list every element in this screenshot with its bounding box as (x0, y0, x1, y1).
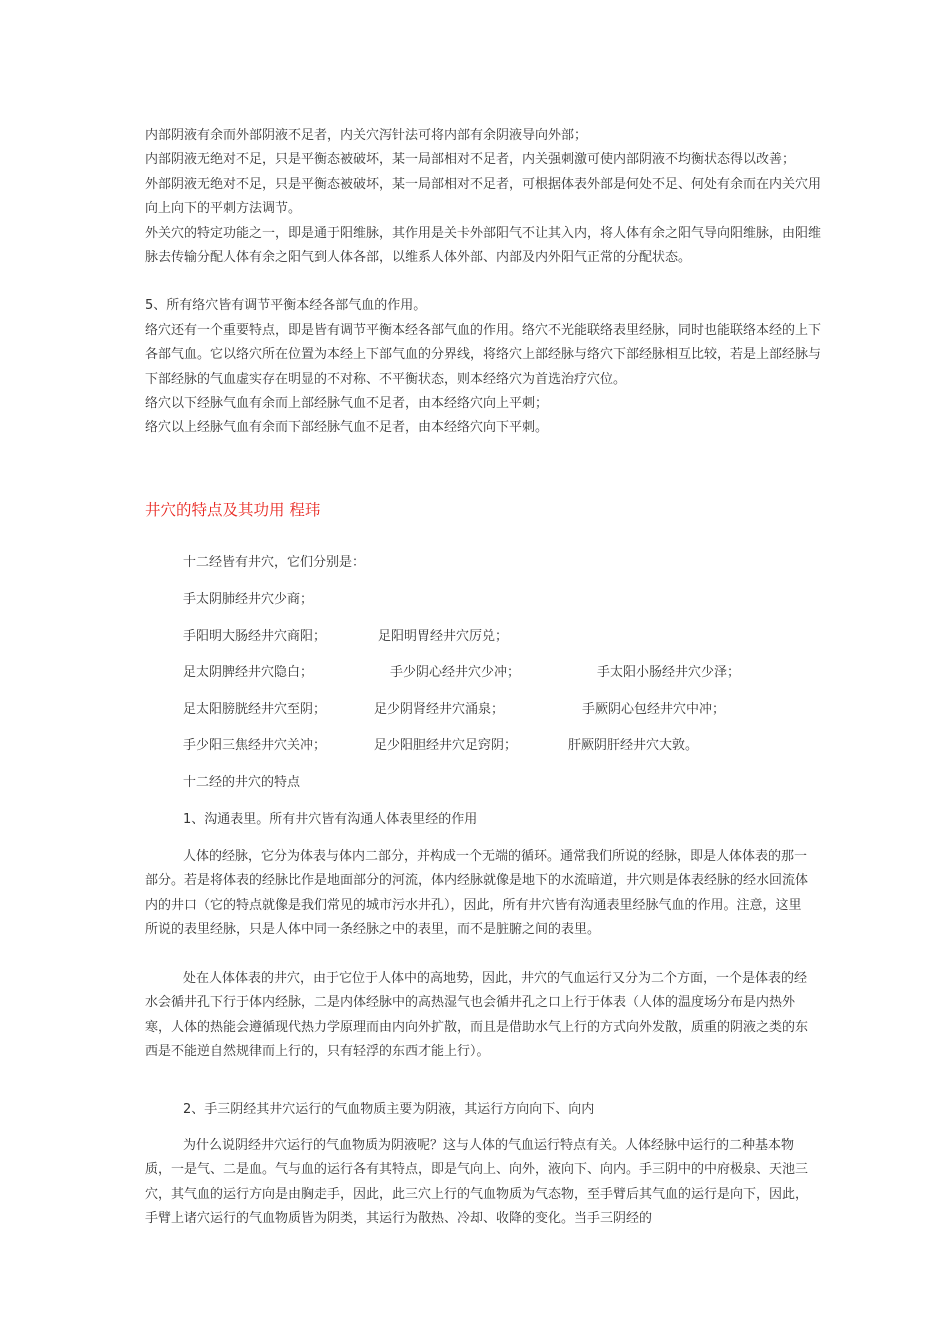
paragraph: 络穴以上经脉气血有余而下部经脉气血不足者，由本经络穴向下平刺。 (145, 420, 549, 436)
paragraph-gap (145, 270, 825, 294)
well-point-item: 足少阳胆经井穴足窍阴； (374, 738, 518, 753)
paragraph-text: 人体的经脉，它分为体表与体内二部分，并构成一个无端的循环。通常我们所说的经脉，即是人体体表的那一部分。若是将体表的经脉比作是地面部分的河流，体内经脉就像是地下的水流暗道，井穴则是体表经脉的经水回流体内的井口（它的特点就像是我们常见的城市污水井孔），因此，所有井穴皆有沟通表里经脉气血的作用。注意，这里所说的表里经脉，只是人体中同一条经脉之中的表里，而不是脏腑之间的表里。 (145, 849, 809, 938)
subheading-2: 2、手三阴经其井穴运行的气血物质主要为阴液，其运行方向向下、向内 (183, 1102, 595, 1117)
well-point-item: 足太阴脾经井穴隐白； (183, 665, 314, 680)
luo-point-section (145, 124, 825, 441)
body-paragraph-3 (145, 1134, 811, 1232)
paragraph: 络穴以下经脉气血有余而上部经脉气血不足者，由本经络穴向上平刺； (145, 396, 549, 412)
well-point-item: 足少阴肾经井穴涌泉； (374, 702, 505, 717)
well-point-item: 肝厥阴肝经井穴大敦。 (568, 738, 699, 753)
well-point-item: 手少阴心经井穴少冲； (390, 665, 521, 680)
paragraph: 内部阴液无绝对不足，只是平衡态被破坏，某一局部相对不足者，内关强刺激可使内部阴液不均衡状态得以改善； (145, 152, 796, 168)
paragraph: 内部阴液有余而外部阴液不足者，内关穴泻针法可将内部有余阴液导向外部； (145, 128, 588, 143)
paragraph-text: 处在人体体表的井穴，由于它位于人体中的高地势，因此，井穴的气血运行又分为二个方面，一个是体表的经水会循井孔下行于体内经脉，二是内体经脉中的高热湿气也会循井孔之口上行于体表（人体的温度场分布是内热外寒，人体的热能会遵循现代热力学原理而由内向外扩散，而且是借助水气上行的方式向外发散，质重的阴液之类的东西是不能逆自然规律而上行的，只有轻浮的东西才能上行）。 (145, 971, 809, 1060)
paragraph: 外关穴的特定功能之一，即是通于阳维脉，其作用是关卡外部阳气不让其入内，将人体有余之阳气导向阳维脉，由阳维脉去传输分配人体有余之阳气到人体各部，以维系人体外部、内部及内外阳气正常的分配状态。 (145, 225, 822, 266)
well-point-item: 足阳明胃经井穴厉兑； (378, 629, 509, 644)
well-point-item: 手阳明大肠经井穴商阳； (183, 629, 327, 644)
article-title: 井穴的特点及其功用 程玮 (145, 501, 321, 519)
well-point-item: 手厥阴心包经井穴中冲； (582, 702, 726, 717)
paragraph-text: 为什么说阴经井穴运行的气血物质为阴液呢？这与人体的气血运行特点有关。人体经脉中运行的二种基本物质，一是气、二是血。气与血的运行各有其特点，即是气向上、向外，液向下、向内。手三阴中的中府极泉、天池三穴，其气血的运行方向是由胸走手，因此，此三穴上行的气血物质为气态物，至手臂后其气血的运行是向下，因此，手臂上诸穴运行的气血物质皆为阴类，其运行为散热、冷却、收降的变化。当手三阴经的 (145, 1138, 809, 1227)
subheading-1: 1、沟通表里。所有井穴皆有沟通人体表里经的作用 (183, 812, 478, 827)
body-paragraph-2 (145, 967, 811, 1065)
well-point-item: 手少阳三焦经井穴关冲； (183, 738, 327, 753)
section-heading: 5、所有络穴皆有调节平衡本经各部气血的作用。 (145, 298, 427, 314)
body-paragraph-1 (145, 845, 811, 943)
well-point-item: 足太阳膀胱经井穴至阴； (183, 702, 327, 717)
paragraph: 络穴还有一个重要特点，即是皆有调节平衡本经各部气血的作用。络穴不光能联络表里经脉，同时也能联络本经的上下各部气血。它以络穴所在位置为本经上下部气血的分界线，将络穴上部经脉与络穴下部经脉相互比较，若是上部经脉与下部经脉的气血虚实存在明显的不对称、不平衡状态，则本经络穴为首选治疗穴位。 (145, 322, 822, 387)
paragraph: 外部阴液无绝对不足，只是平衡态被破坏，某一局部相对不足者，可根据体表外部是何处不足、何处有余而在内关穴用向上向下的平刺方法调节。 (145, 176, 822, 217)
well-point-item: 手太阴肺经井穴少商； (183, 592, 314, 607)
well-point-item: 手太阳小肠经井穴少泽； (597, 665, 741, 680)
intro-line: 十二经皆有井穴，它们分别是： (183, 555, 366, 570)
feature-heading: 十二经的井穴的特点 (183, 775, 301, 790)
